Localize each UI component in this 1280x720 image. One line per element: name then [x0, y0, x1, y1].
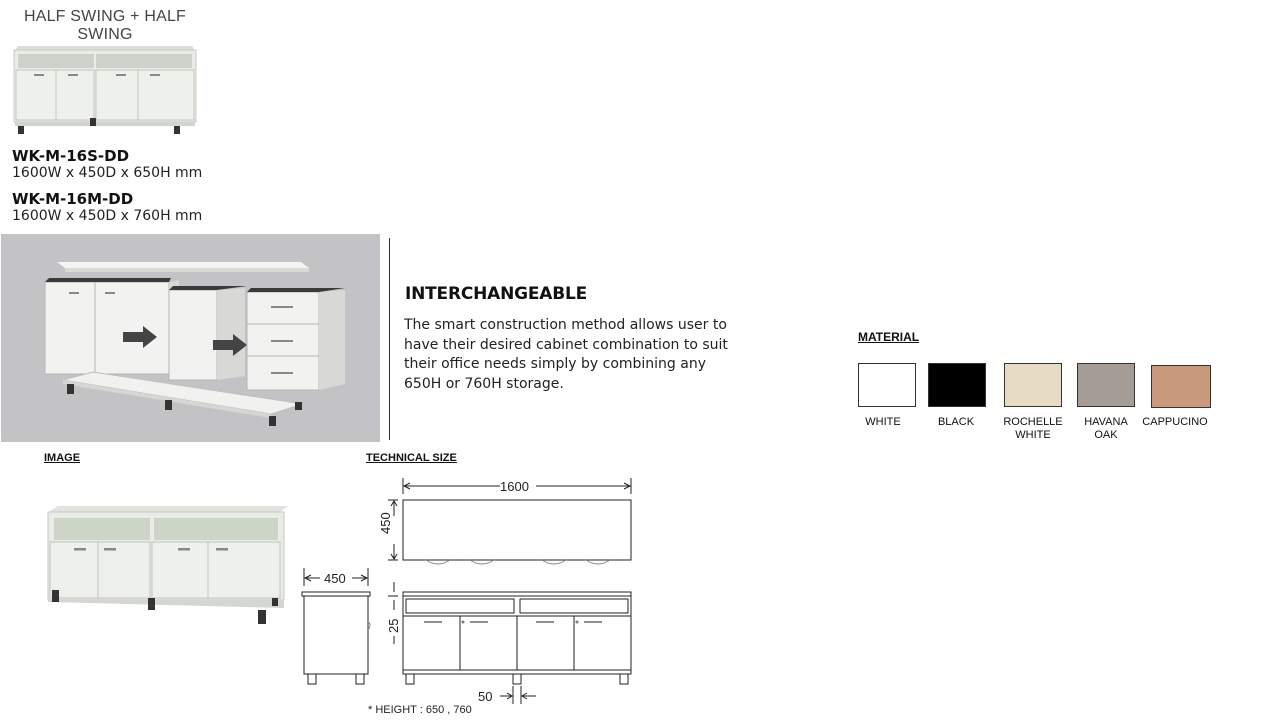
model-spec-2 [12, 190, 202, 224]
dimension-gap: 25 [386, 618, 401, 633]
product-image [44, 502, 290, 628]
swatch-color [1004, 363, 1062, 407]
swatch-color [1077, 363, 1135, 407]
technical-section-label: TECHNICAL SIZE [366, 452, 457, 464]
model-spec-1 [12, 147, 202, 181]
model-code: WK-M-16S-DD [12, 147, 130, 165]
product-title-line2: SWING [77, 26, 133, 43]
material-section-label: MATERIAL [858, 330, 920, 344]
material-swatch-havana-oak [1077, 363, 1135, 407]
dimension-depth-side: 450 [324, 571, 346, 586]
interchangeable-heading: INTERCHANGEABLE [405, 284, 588, 304]
material-swatch-rochelle-white [1004, 363, 1062, 407]
swatch-label-black [921, 416, 991, 429]
model-dimensions: 1600W x 450D x 650H mm [12, 165, 203, 181]
model-dimensions: 1600W x 450D x 760H mm [12, 208, 203, 224]
swatch-label-line1: HAVANA [1084, 416, 1128, 428]
image-section-label: IMAGE [44, 452, 81, 464]
swatch-label-line2: OAK [1094, 429, 1118, 441]
dimension-leg: 50 [478, 689, 493, 704]
swatch-label-havana-oak [1071, 416, 1141, 442]
swatch-label-line1: WHITE [865, 416, 901, 428]
technical-drawing [296, 472, 646, 704]
swatch-label-line1: CAPPUCINO [1142, 416, 1208, 428]
swatch-label-white [848, 416, 918, 429]
material-swatch-white [858, 363, 916, 407]
dimension-depth-top: 450 [378, 512, 393, 534]
swatch-label-line1: ROCHELLE [1003, 416, 1063, 428]
product-title [10, 8, 200, 44]
product-thumbnail [10, 44, 200, 136]
material-swatch-black [928, 363, 986, 407]
model-code: WK-M-16M-DD [12, 190, 134, 208]
swatch-label-line2: WHITE [1015, 429, 1051, 441]
swatch-label-rochelle-white [998, 416, 1068, 442]
swatch-color [858, 363, 916, 407]
material-swatch-cappucino [1151, 365, 1211, 408]
height-footnote: * HEIGHT : 650 , 760 [368, 704, 472, 716]
swatch-color [1151, 365, 1211, 408]
exploded-view-illustration [1, 234, 380, 442]
swatch-label-cappucino [1140, 416, 1210, 429]
swatch-label-line1: BLACK [937, 416, 975, 428]
dimension-width: 1600 [500, 479, 529, 494]
swatch-color [928, 363, 986, 407]
product-title-line1: HALF SWING + HALF [23, 8, 187, 25]
section-divider [389, 238, 390, 440]
interchangeable-description: The smart construction method allows user to have their desired cabinet combination to suit their office needs simply by combining any 650H or 760H storage. [404, 317, 728, 392]
